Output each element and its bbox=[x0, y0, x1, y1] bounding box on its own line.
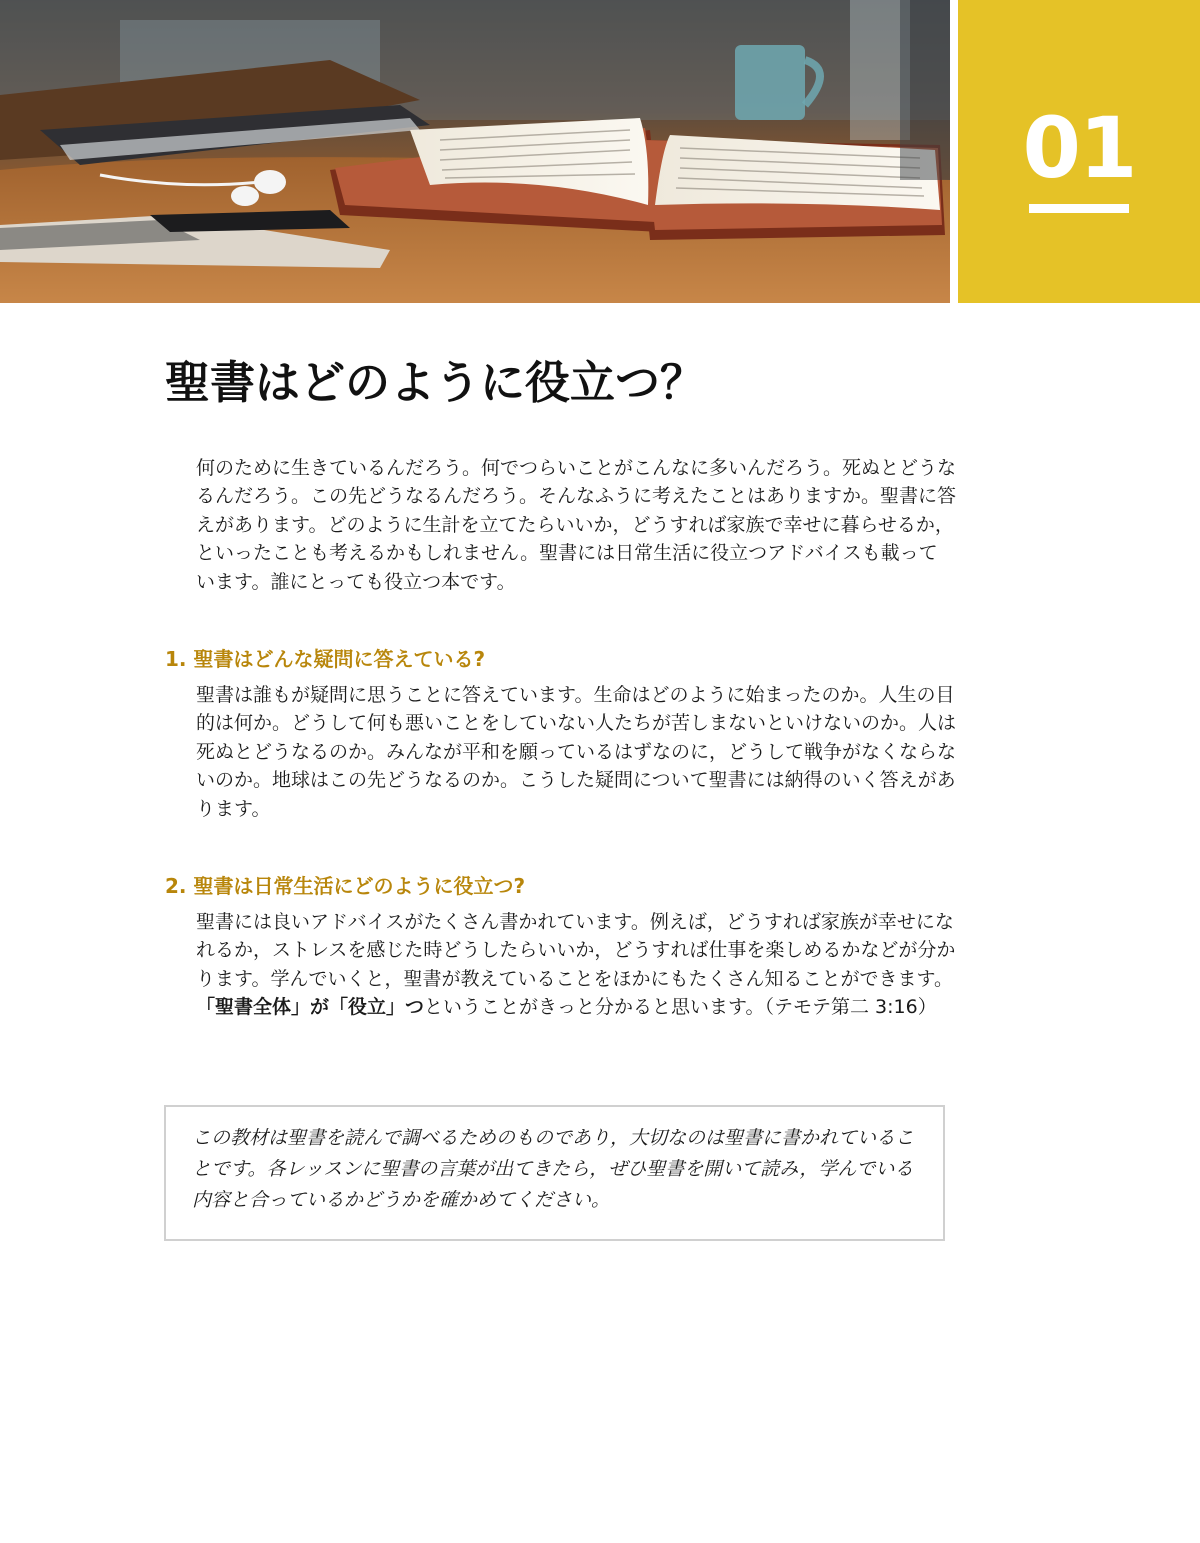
study-note-box bbox=[164, 1105, 945, 1241]
study-note-text: この教材は聖書を読んで調べるためのものであり，大切なのは聖書に書かれていることです。各レッスンに聖書の言葉が出てきたら，ぜひ聖書を開いて読み，学んでいる内容と合っているかどうかを確かめてください。 bbox=[192, 1127, 915, 1211]
intro-paragraph: 何のために生きているんだろう。何でつらいことがこんなに多いんだろう。死ぬとどうなるんだろう。この先どうなるんだろう。そんなふうに考えたことはありますか。聖書に答えがあります。どのように生計を立てたらいいか，どうすれば家族で幸せに暮らせるか，といったことも考えるかもしれません。聖書には日常生活に役立つアドバイスも載っています。誰にとっても役立つ本です。 bbox=[196, 457, 957, 593]
section-2-body-text-end: ということがきっと分かると思います。（テモテ第二 3:16） bbox=[424, 996, 937, 1019]
lesson-number: 01 bbox=[1022, 99, 1136, 197]
hero-photo bbox=[0, 0, 950, 303]
page-title: 聖書はどのように役立つ？ bbox=[165, 356, 706, 409]
section-2-body-text: 聖書には良いアドバイスがたくさん書かれています。例えば，どうすれば家族が幸せになれるか，ストレスを感じた時どうしたらいいか，どうすれば仕事を楽しめるかなどが分かります。学んでいくと，聖書が教えていることをほかにもたくさん知ることができます。 bbox=[196, 911, 956, 990]
lesson-number-badge bbox=[958, 0, 1200, 303]
section-2-heading: 2. 聖書は日常生活にどのように役立つ? bbox=[165, 874, 526, 898]
section-2-body bbox=[196, 908, 956, 1022]
section-2-scripture-quote: 「聖書全体」が「役立」つ bbox=[196, 996, 425, 1019]
lesson-number-underline bbox=[1029, 204, 1129, 213]
section-1-heading: 1. 聖書はどんな疑問に答えている? bbox=[165, 647, 486, 671]
section-1-body: 聖書は誰もが疑問に思うことに答えています。生命はどのように始まったのか。人生の目的は何か。どうして何も悪いことをしていない人たちが苦しまないといけないのか。人は死ぬとどうなるのか。みんなが平和を願っているはずなのに，どうして戦争がなくならないのか。地球はこの先どうなるのか。こうした疑問について聖書には納得のいく答えがあります。 bbox=[196, 684, 957, 820]
